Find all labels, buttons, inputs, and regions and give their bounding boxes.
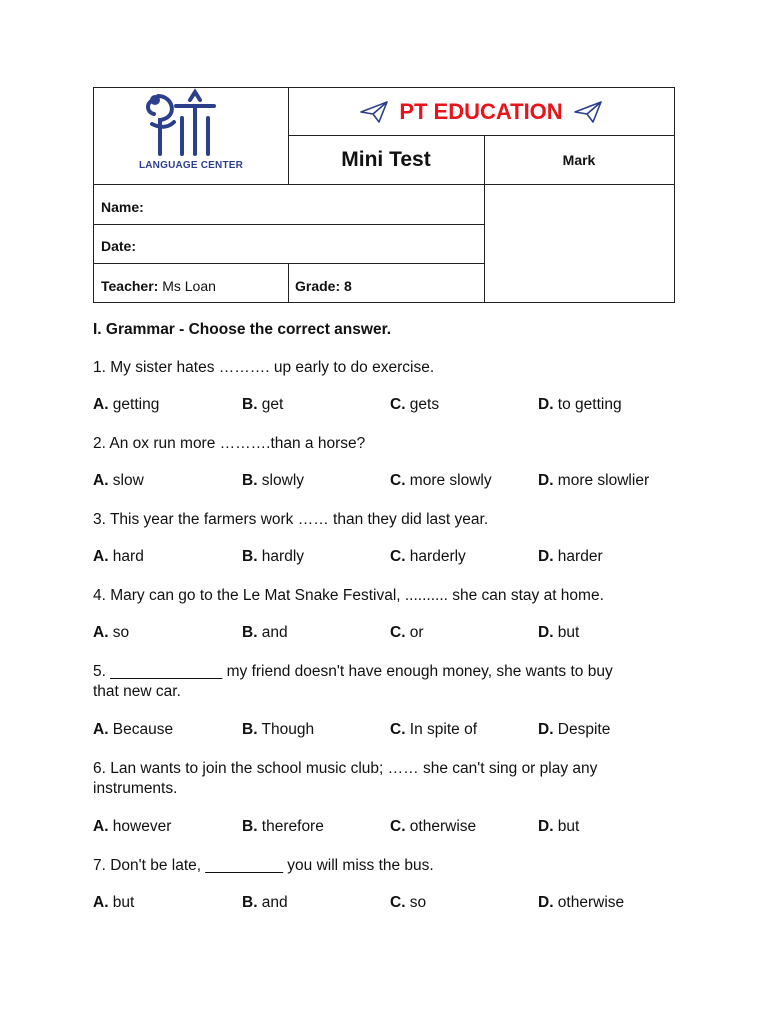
divider [288,263,289,302]
option-text: more slowlier [553,472,650,489]
option-text: or [405,624,424,641]
option-text: slowly [257,472,305,489]
option-text: and [257,894,288,911]
option-letter: D. [538,894,554,911]
answer-option[interactable] [93,548,144,566]
brand-name: PT EDUCATION [399,99,563,124]
option-letter: B. [242,548,258,565]
answer-option[interactable] [390,721,477,739]
option-text: slow [108,472,144,489]
option-letter: C. [390,396,406,413]
grade-field [295,278,352,294]
question-text-cont: instruments. [93,780,178,797]
question-text: 6. Lan wants to join the school music club; …… she can't sing or play any [93,760,598,777]
grade-value: 8 [344,278,352,294]
date-label: Date: [101,238,137,254]
answer-option[interactable] [538,396,622,414]
divider [94,224,484,225]
question-text: 1. My sister hates ………. up early to do exercise. [93,359,435,376]
option-letter: C. [390,548,406,565]
option-letter: D. [538,472,554,489]
option-letter: A. [93,721,109,738]
option-text: harderly [405,548,466,565]
answer-option[interactable] [390,624,424,642]
option-letter: C. [390,721,406,738]
answer-option[interactable] [93,396,159,414]
answer-option[interactable] [242,396,283,414]
option-letter: A. [93,396,109,413]
option-text: Because [108,721,174,738]
option-text: so [405,894,427,911]
option-text: harder [553,548,603,565]
option-text: otherwise [405,818,477,835]
section-title: I. Grammar - Choose the correct answer. [93,321,392,338]
answer-option[interactable] [538,472,649,490]
teacher-field [101,278,216,294]
option-letter: A. [93,818,109,835]
answer-option[interactable] [242,624,288,642]
answer-option[interactable] [242,721,314,739]
answer-option[interactable] [93,894,134,912]
answer-option[interactable] [242,548,304,566]
option-text: hardly [257,548,305,565]
brand-banner [288,88,674,136]
question-text: 7. Don't be late, _________ you will miss the bus. [93,857,434,874]
answer-option[interactable] [242,894,288,912]
question-text: 5. _____________ my friend doesn't have enough money, she wants to buy [93,663,613,680]
divider [94,263,484,264]
option-letter: C. [390,624,406,641]
option-text: get [257,396,284,413]
answer-option[interactable] [390,396,439,414]
option-text: therefore [257,818,324,835]
option-letter: B. [242,721,258,738]
logo-caption: LANGUAGE CENTER [138,160,244,171]
option-text: but [553,624,580,641]
teacher-value: Ms Loan [162,278,216,294]
answer-option[interactable] [538,721,610,739]
option-letter: D. [538,396,554,413]
answer-option[interactable] [93,818,171,836]
name-field[interactable] [101,199,144,215]
test-title: Mini Test [341,148,431,171]
option-text: however [108,818,172,835]
question-text-cont: that new car. [93,683,181,700]
mark-label: Mark [562,152,596,168]
answer-option[interactable] [242,818,324,836]
answer-option[interactable] [538,818,579,836]
answer-option[interactable] [390,894,426,912]
question-text: 4. Mary can go to the Le Mat Snake Festival, .......... she can stay at home. [93,587,604,604]
option-letter: A. [93,472,109,489]
option-letter: A. [93,624,109,641]
paper-plane-icon [573,100,603,124]
answer-option[interactable] [390,472,492,490]
option-letter: B. [242,818,258,835]
option-text: so [108,624,130,641]
option-letter: D. [538,624,554,641]
option-letter: D. [538,721,554,738]
question-text: 3. This year the farmers work …… than they did last year. [93,511,489,528]
date-field[interactable] [101,238,136,254]
answer-option[interactable] [93,624,129,642]
option-text: gets [405,396,440,413]
logo-mark-icon [94,88,288,164]
option-text: but [108,894,135,911]
answer-option[interactable] [538,548,603,566]
option-letter: B. [242,894,258,911]
question-text: 2. An ox run more ……….than a horse? [93,435,366,452]
answer-option[interactable] [93,721,173,739]
option-letter: D. [538,818,554,835]
option-text: hard [108,548,144,565]
option-letter: A. [93,894,109,911]
option-text: In spite of [405,721,478,738]
option-text: otherwise [553,894,625,911]
option-text: to getting [553,396,622,413]
option-text: getting [108,396,160,413]
grade-label: Grade: [295,278,341,294]
option-letter: B. [242,396,258,413]
divider [94,184,674,185]
option-letter: B. [242,624,258,641]
option-text: but [553,818,580,835]
teacher-label: Teacher: [101,278,159,294]
option-text: and [257,624,288,641]
option-text: Though [257,721,315,738]
header-table [93,87,675,303]
option-letter: A. [93,548,109,565]
answer-option[interactable] [390,818,476,836]
option-text: more slowly [405,472,492,489]
option-letter: D. [538,548,554,565]
paper-plane-icon [359,100,389,124]
option-letter: C. [390,818,406,835]
answer-option[interactable] [242,472,304,490]
logo [94,88,288,184]
answer-option[interactable] [538,894,624,912]
option-text: Despite [553,721,611,738]
answer-option[interactable] [93,472,144,490]
option-letter: C. [390,472,406,489]
answer-option[interactable] [390,548,466,566]
option-letter: B. [242,472,258,489]
name-label: Name: [101,199,144,215]
option-letter: C. [390,894,406,911]
answer-option[interactable] [538,624,579,642]
